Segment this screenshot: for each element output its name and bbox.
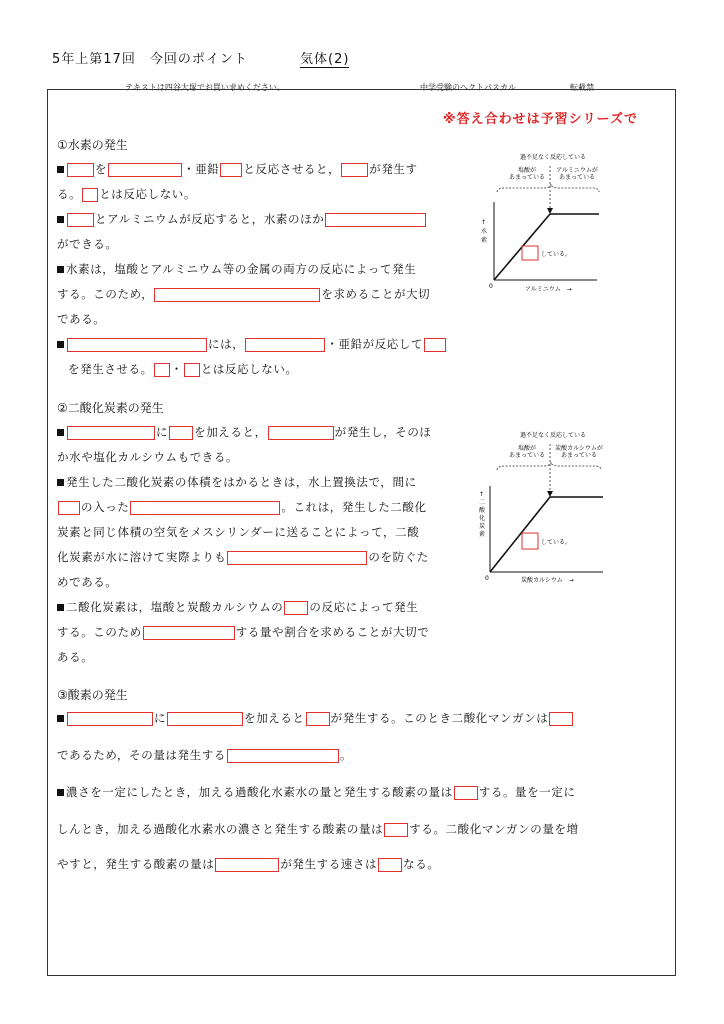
blank-box[interactable] bbox=[184, 363, 200, 377]
graph2-y-label bbox=[479, 491, 486, 538]
answer-notice: ※答え合わせは予習シリーズで bbox=[443, 112, 638, 127]
s2-line4: の入った 。これは，発生した二酸化 bbox=[57, 496, 427, 518]
graph2-y-char: 炭 bbox=[479, 523, 486, 530]
s3-line5: やすと，発生する酸素の量は が発生する速さは なる。 bbox=[57, 857, 440, 871]
graph2-blank-box[interactable] bbox=[522, 533, 538, 549]
graph2-box-label: している。 bbox=[541, 539, 572, 546]
s1-line5: 水素は，塩酸とアルミニウム等の金属の両方の反応によって発生 bbox=[57, 258, 416, 280]
blank-box[interactable] bbox=[268, 426, 334, 440]
blank-box[interactable] bbox=[130, 501, 280, 515]
graph2-left-label bbox=[509, 444, 545, 459]
section3-title: ③酸素の発生 bbox=[57, 688, 128, 702]
s1-line7: である。 bbox=[57, 312, 106, 326]
graph1-brace bbox=[497, 184, 599, 192]
bullet bbox=[57, 166, 64, 173]
graph1-y-char: 水 bbox=[481, 228, 488, 235]
header-copyright: 転載禁 bbox=[570, 83, 594, 92]
graph1-line bbox=[494, 214, 599, 280]
graph1-x-label: アルミニウム → bbox=[525, 286, 572, 293]
s2-line6: 化炭素が水に溶けて実際よりも のを防ぐた bbox=[57, 550, 429, 564]
graph2-y-char: ↑ bbox=[479, 491, 485, 498]
s2-line1: に を加えると， が発生し，そのほ bbox=[57, 421, 432, 443]
graph1-origin: 0 bbox=[489, 283, 493, 290]
blank-box[interactable] bbox=[284, 601, 308, 615]
blank-box[interactable] bbox=[82, 188, 98, 202]
s2-line5: 炭素と同じ体積の空気をメスシリンダーに送ることによって，二酸 bbox=[57, 525, 420, 539]
bullet bbox=[57, 216, 64, 223]
graph2-y-char: 二 bbox=[479, 499, 486, 506]
blank-box[interactable] bbox=[424, 338, 446, 352]
blank-box[interactable] bbox=[306, 712, 330, 726]
graph1-top-label: 過不足なく反応している bbox=[519, 154, 587, 161]
blank-box[interactable] bbox=[143, 626, 235, 640]
page-title: 5年上第17回 今回のポイント bbox=[52, 52, 248, 67]
blank-box[interactable] bbox=[245, 338, 325, 352]
bullet bbox=[57, 266, 64, 273]
blank-box[interactable] bbox=[215, 858, 279, 872]
graph1-left-label bbox=[509, 166, 545, 181]
graph1-left-line: あまっている bbox=[508, 174, 546, 181]
blank-box[interactable] bbox=[325, 213, 426, 227]
bullet bbox=[57, 789, 64, 796]
s3-line4: しんとき，加える過酸化水素水の濃さと発生する酸素の量は する。二酸化マンガンの量を増 bbox=[57, 822, 579, 836]
blank-box[interactable] bbox=[67, 338, 207, 352]
graph2-right-line: 炭酸カルシウムが bbox=[555, 445, 603, 452]
graph1-right-label bbox=[556, 167, 598, 181]
graph2-right-label bbox=[555, 444, 603, 459]
graph2-left-line: 塩酸が bbox=[517, 445, 537, 452]
graph2-y-char: 酸 bbox=[479, 507, 486, 514]
blank-box[interactable] bbox=[169, 426, 193, 440]
bullet bbox=[57, 604, 64, 611]
blank-box[interactable] bbox=[549, 712, 573, 726]
s2-line3: 発生した二酸化炭素の体積をはかるときは，水上置換法で，間に bbox=[57, 471, 417, 493]
graph1-right-line: あまっている bbox=[558, 174, 596, 181]
blank-box[interactable] bbox=[58, 501, 80, 515]
s1-line8: には， ・亜鉛が反応して bbox=[57, 333, 447, 355]
s2-line10: ある。 bbox=[57, 650, 94, 664]
graph1-blank-box[interactable] bbox=[522, 246, 538, 260]
s1-line2: る。 とは反応しない。 bbox=[57, 187, 197, 201]
blank-box[interactable] bbox=[154, 363, 170, 377]
graph2-brace bbox=[497, 462, 601, 470]
s1-line6: する。このため， を求めることが大切 bbox=[57, 287, 431, 301]
graph1-y-char: 素 bbox=[481, 237, 488, 244]
blank-box[interactable] bbox=[341, 163, 368, 177]
graph1-y-char: ↑ bbox=[481, 219, 487, 226]
bullet bbox=[57, 715, 64, 722]
bullet bbox=[57, 479, 64, 486]
blank-box[interactable] bbox=[378, 858, 402, 872]
s1-line4: ができる。 bbox=[57, 237, 118, 251]
graph2-line bbox=[490, 497, 603, 572]
hydrogen-graph bbox=[475, 150, 605, 295]
graph1-right-line: アルミニウムが bbox=[556, 167, 598, 174]
graph2-y-char: 素 bbox=[479, 531, 486, 538]
blank-box[interactable] bbox=[384, 823, 408, 837]
graph1-box-label: している。 bbox=[541, 251, 572, 258]
graph2-origin: 0 bbox=[485, 575, 489, 582]
header-note: テキストは四谷大塚でお買い求めください。 bbox=[125, 83, 285, 92]
bullet bbox=[57, 429, 64, 436]
s2-line7: めである。 bbox=[57, 575, 118, 589]
blank-box[interactable] bbox=[108, 163, 182, 177]
blank-box[interactable] bbox=[67, 712, 153, 726]
blank-box[interactable] bbox=[227, 749, 339, 763]
section1-title: ①水素の発生 bbox=[57, 138, 128, 152]
s2-line2: か水や塩化カルシウムもできる。 bbox=[57, 450, 239, 464]
graph1-arrowhead bbox=[547, 208, 553, 214]
blank-box[interactable] bbox=[154, 288, 320, 302]
graph1-left-line: 塩酸が bbox=[517, 167, 537, 174]
blank-box[interactable] bbox=[227, 551, 367, 565]
page-subject: 気体(2) bbox=[300, 48, 349, 68]
graph2-right-line: あまっている bbox=[560, 452, 598, 459]
graph1-y-label bbox=[481, 219, 487, 244]
graph2-x-label: 炭酸カルシウム → bbox=[521, 577, 574, 584]
blank-box[interactable] bbox=[67, 426, 155, 440]
header-brand: 中学受験のヘクトパスカル bbox=[420, 83, 516, 92]
s3-line3: 濃さを一定にしたとき，加える過酸化水素水の量と発生する酸素の量は する。量を一定に bbox=[57, 781, 576, 803]
blank-box[interactable] bbox=[67, 213, 94, 227]
section2-title: ②二酸化炭素の発生 bbox=[57, 401, 164, 415]
bullet bbox=[57, 341, 64, 348]
s1-line9: を発生させる。 ・ とは反応しない。 bbox=[68, 362, 298, 376]
co2-graph bbox=[475, 428, 607, 586]
s2-line8: 二酸化炭素は，塩酸と炭酸カルシウムの の反応によって発生 bbox=[57, 596, 418, 618]
blank-box[interactable] bbox=[67, 163, 94, 177]
graph2-arrowhead bbox=[547, 491, 553, 497]
blank-box[interactable] bbox=[220, 163, 242, 177]
graph2-y-char: 化 bbox=[479, 515, 486, 522]
s1-line3: とアルミニウムが反応すると，水素のほか bbox=[57, 208, 427, 230]
s3-line2: であるため，その量は発生する 。 bbox=[57, 748, 353, 762]
graph2-top-label: 過不足なく反応している bbox=[519, 432, 587, 439]
s1-line1: を ・亜鉛 と反応させると， が発生す bbox=[57, 158, 418, 180]
s3-line1: に を加えると が発生する。このとき二酸化マンガンは bbox=[57, 707, 574, 729]
blank-box[interactable] bbox=[167, 712, 243, 726]
graph2-left-line: あまっている bbox=[508, 452, 546, 459]
s2-line9: する。このため する量や割合を求めることが大切で bbox=[57, 625, 430, 639]
blank-box[interactable] bbox=[454, 786, 478, 800]
